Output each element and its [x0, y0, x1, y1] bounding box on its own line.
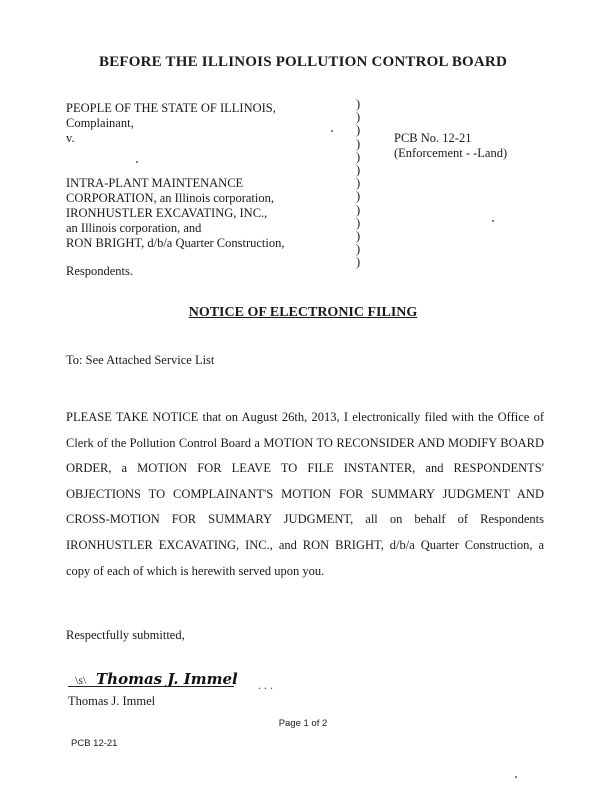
- case-type: (Enforcement - -Land): [394, 146, 508, 160]
- footer-case-id: PCB 12-21: [71, 738, 118, 749]
- scan-speck: [331, 130, 333, 132]
- paren: ): [356, 136, 361, 151]
- notice-title: NOTICE OF ELECTRONIC FILING: [188, 305, 418, 320]
- paren: ): [356, 149, 361, 164]
- caption-line: PEOPLE OF THE STATE OF ILLINOIS,: [66, 101, 276, 115]
- board-title: BEFORE THE ILLINOIS POLLUTION CONTROL BOARD: [99, 54, 507, 70]
- respondents-block: [66, 176, 285, 251]
- paren: ): [356, 123, 361, 138]
- scan-speck: [136, 161, 138, 163]
- scan-speck: [492, 220, 494, 222]
- scan-speck: [515, 776, 517, 778]
- paren: ): [356, 163, 361, 178]
- signature-flourish-icon: \s\: [75, 673, 87, 687]
- to-line: To: See Attached Service List: [66, 353, 215, 367]
- case-info: [394, 131, 507, 161]
- caption-line: IRONHUSTLER EXCAVATING, INC.,: [66, 206, 268, 220]
- paren: ): [356, 229, 361, 244]
- paren: ): [356, 97, 361, 111]
- closing: Respectfully submitted,: [66, 628, 185, 642]
- case-number: PCB No. 12-21: [394, 131, 472, 145]
- page-number: Page 1 of 2: [278, 718, 328, 729]
- paren: ): [356, 189, 361, 204]
- signature: Thomas J. Immel: [96, 670, 238, 688]
- paren: ): [356, 202, 361, 217]
- respondents-label: Respondents.: [66, 264, 134, 278]
- caption-line: RON BRIGHT, d/b/a Quarter Construction,: [66, 236, 285, 250]
- signer-name: Thomas J. Immel: [68, 694, 156, 708]
- notice-body: PLEASE TAKE NOTICE that on August 26th, 2013, I electronically filed with the Office of Clerk of the Pollution Control Board a MOTION TO RECONSIDER AND MODIFY BOARD ORDER, a MOTION FOR LEAVE TO FILE INSTANTER, and RESPONDENTS' OBJECTIONS TO COMPLAINANT'S MOTION FOR SUMMARY JUDGMENT AND CROSS-MOTION FOR SUMMARY JUDGMENT, all on behalf of Respondents IRONHUSTLER EXCAVATING, INC., and RON BRIGHT, d/b/a Quarter Construction, a copy of each of which is herewith served upon you.: [66, 410, 544, 578]
- paren: ): [356, 176, 361, 191]
- caption-line: CORPORATION, an Illinois corporation,: [66, 191, 274, 205]
- caption-line: INTRA-PLANT MAINTENANCE: [66, 176, 244, 190]
- caption-line: Complainant,: [66, 116, 134, 130]
- paren: ): [356, 242, 361, 257]
- paren: ): [356, 255, 361, 270]
- complainant-block: [66, 101, 276, 146]
- signature-line: [68, 686, 234, 687]
- caption-line: an Illinois corporation, and: [66, 221, 202, 235]
- paren: ): [356, 110, 361, 125]
- signature-dots: . . .: [258, 678, 273, 692]
- paren: ): [356, 215, 361, 230]
- caption-line: v.: [66, 131, 75, 145]
- caption-parenthesis-column: [356, 98, 360, 270]
